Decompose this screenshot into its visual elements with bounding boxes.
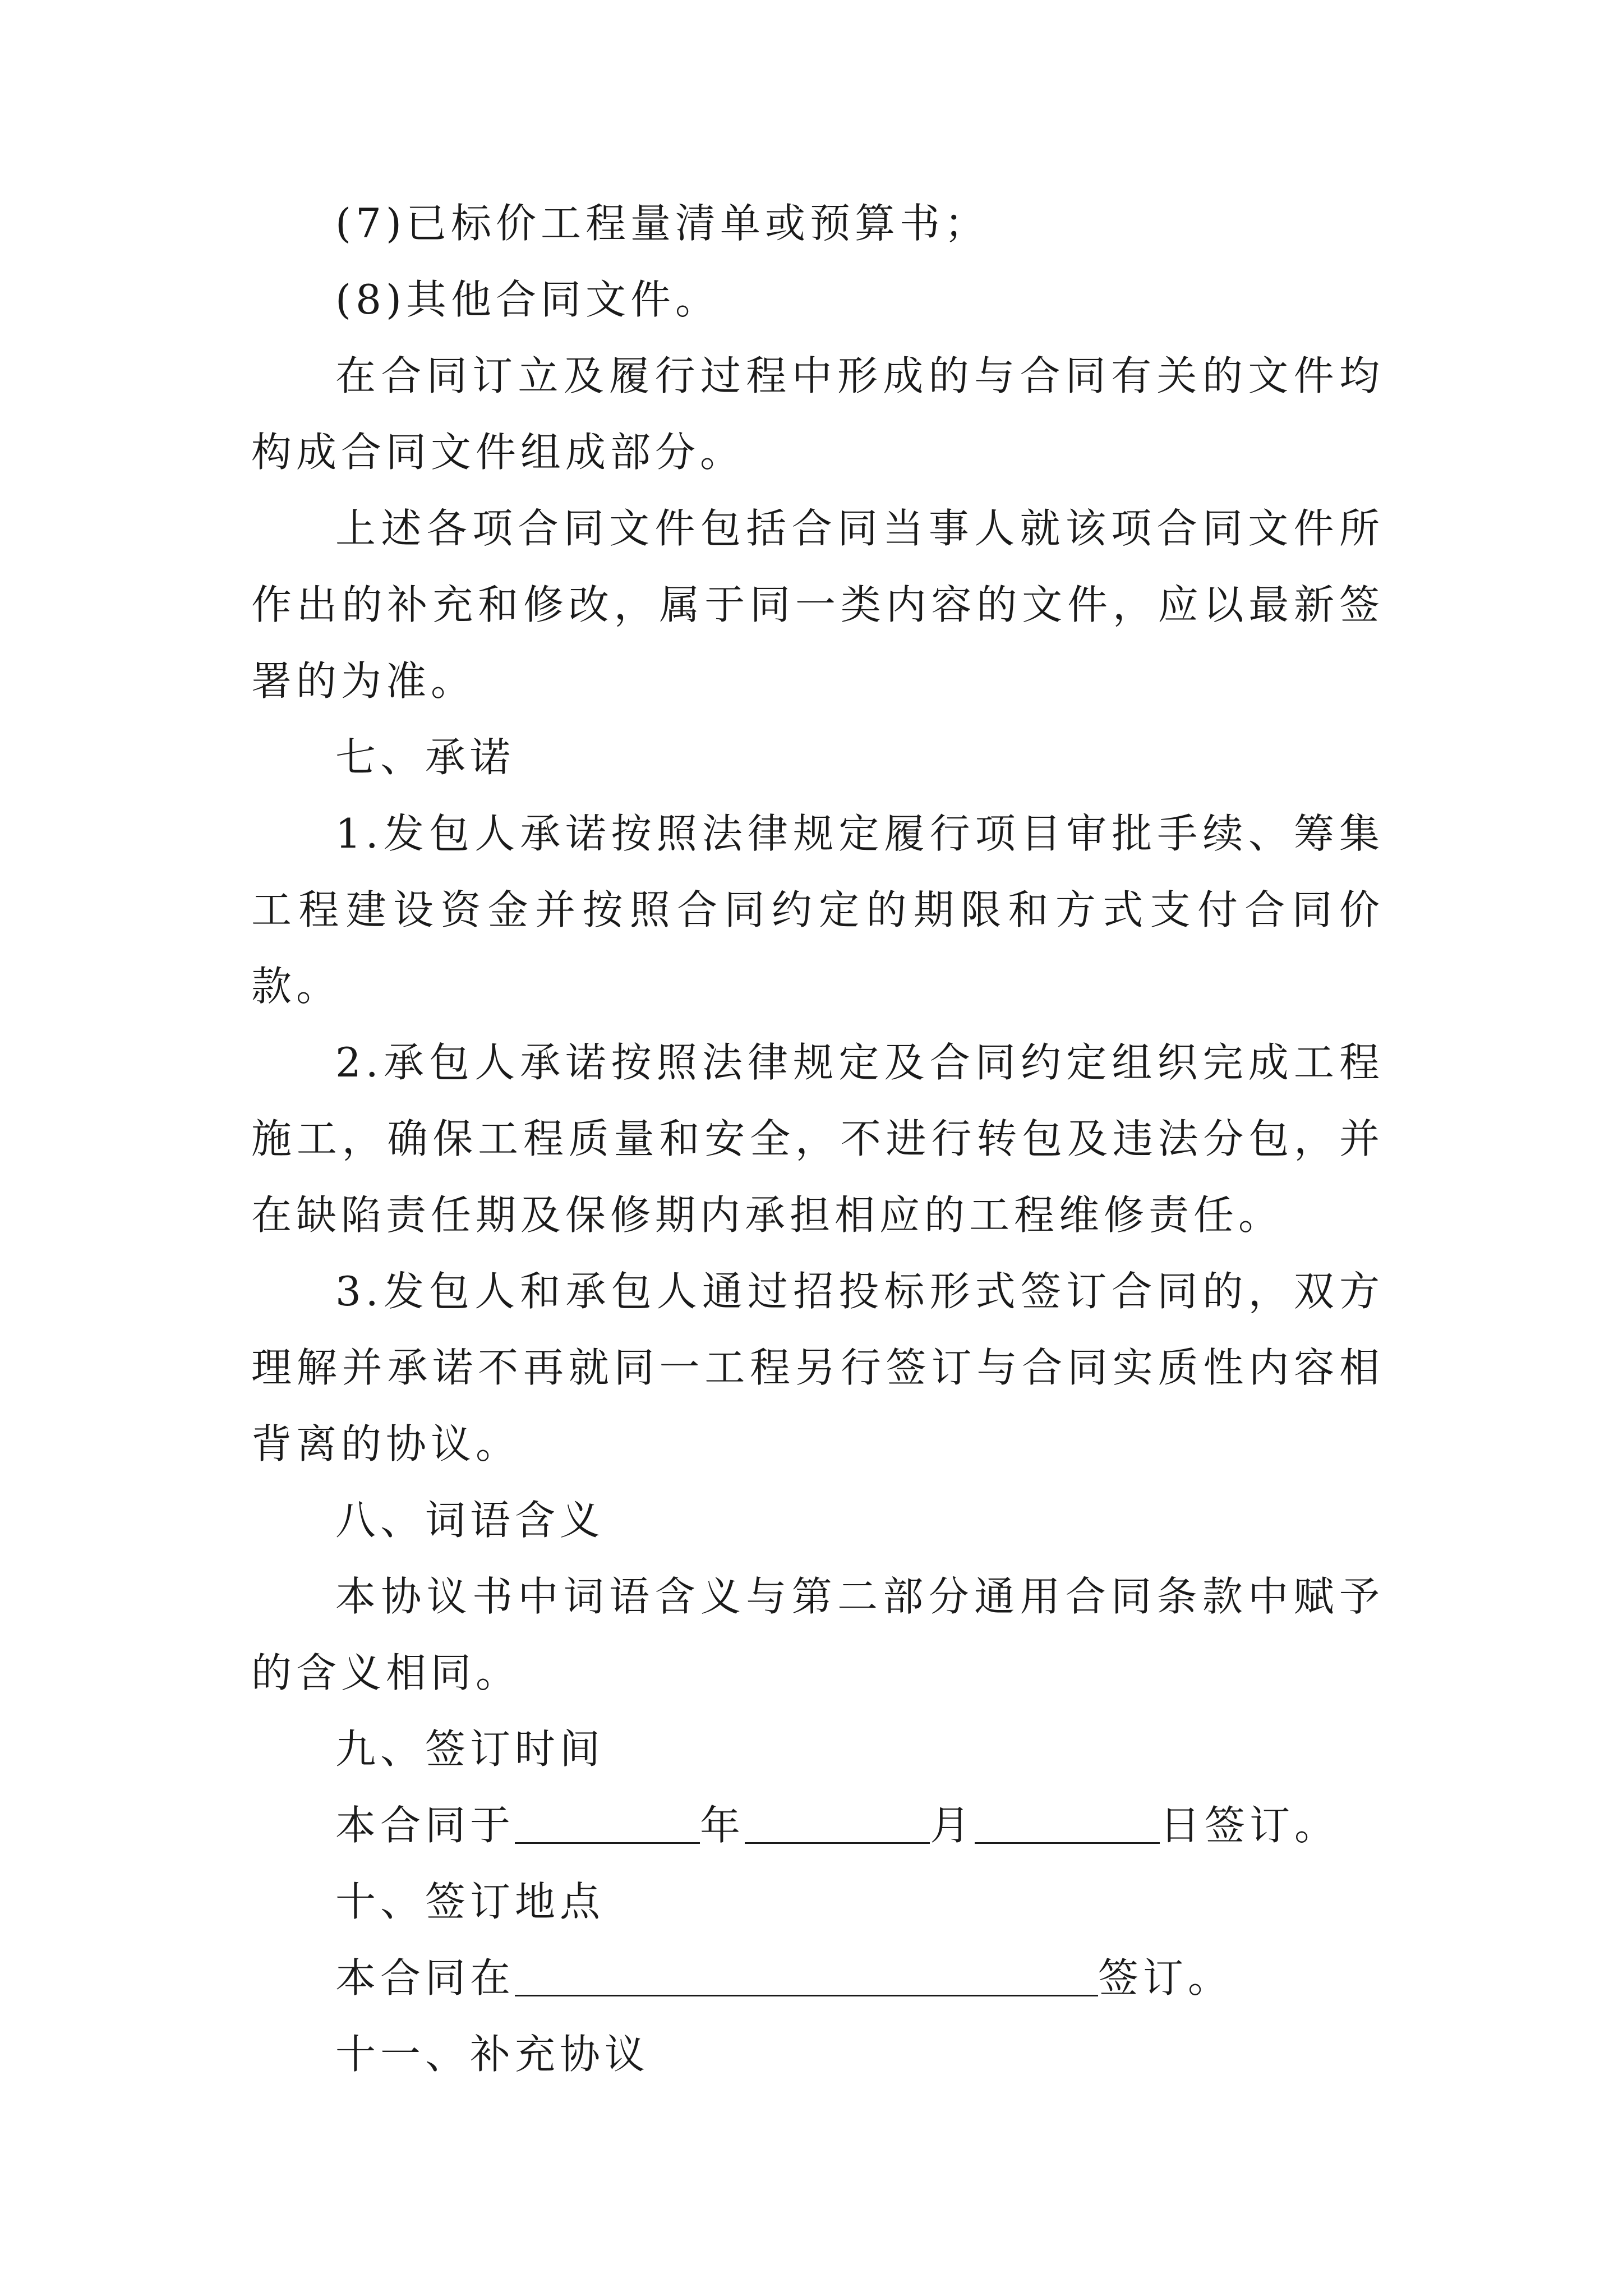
signing-time-line xyxy=(251,1787,1384,1864)
commitment-1: 1.发包人承诺按照法律规定履行项目审批手续、筹集工程建设资金并按照合同约定的期限和方式支付合同价款。 xyxy=(251,810,1384,1010)
list-item-7: (7)已标价工程量清单或预算书； xyxy=(335,200,989,247)
paragraph-definitions: 本协议书中词语含义与第二部分通用合同条款中赋予的含义相同。 xyxy=(251,1573,1384,1696)
year-blank[interactable] xyxy=(515,1797,700,1844)
signing-time-prefix: 本合同于 xyxy=(335,1802,515,1849)
signing-time-suffix: 日签订。 xyxy=(1160,1802,1340,1849)
section-heading-supplementary: 十一、补充协议 xyxy=(335,2031,650,2078)
month-blank[interactable] xyxy=(745,1797,930,1844)
signing-place-line xyxy=(251,1940,1384,2016)
month-label: 月 xyxy=(930,1802,975,1849)
day-blank[interactable] xyxy=(975,1797,1160,1844)
section-heading-definitions: 八、词语含义 xyxy=(335,1497,605,1544)
section-heading-signing-place: 十、签订地点 xyxy=(335,1878,605,1925)
document-body xyxy=(251,185,1384,2092)
list-item-8: (8)其他合同文件。 xyxy=(335,276,720,323)
commitment-3: 3.发包人和承包人通过招投标形式签订合同的，双方理解并承诺不再就同一工程另行签订与合同实质性内容相背离的协议。 xyxy=(251,1268,1384,1467)
signing-place-prefix: 本合同在 xyxy=(335,1954,515,2001)
place-blank[interactable] xyxy=(515,1950,1098,1996)
paragraph-formation: 在合同订立及履行过程中形成的与合同有关的文件均构成合同文件组成部分。 xyxy=(251,352,1384,476)
section-heading-commitments: 七、承诺 xyxy=(335,734,515,781)
section-heading-signing-time: 九、签订时间 xyxy=(335,1726,605,1773)
commitment-2: 2.承包人承诺按照法律规定及合同约定组织完成工程施工，确保工程质量和安全，不进行转包及违法分包，并在缺陷责任期及保修期内承担相应的工程维修责任。 xyxy=(251,1039,1384,1239)
paragraph-amendments: 上述各项合同文件包括合同当事人就该项合同文件所作出的补充和修改，属于同一类内容的文件，应以最新签署的为准。 xyxy=(251,505,1384,705)
signing-place-suffix: 签订。 xyxy=(1098,1954,1233,2001)
year-label: 年 xyxy=(700,1802,745,1849)
